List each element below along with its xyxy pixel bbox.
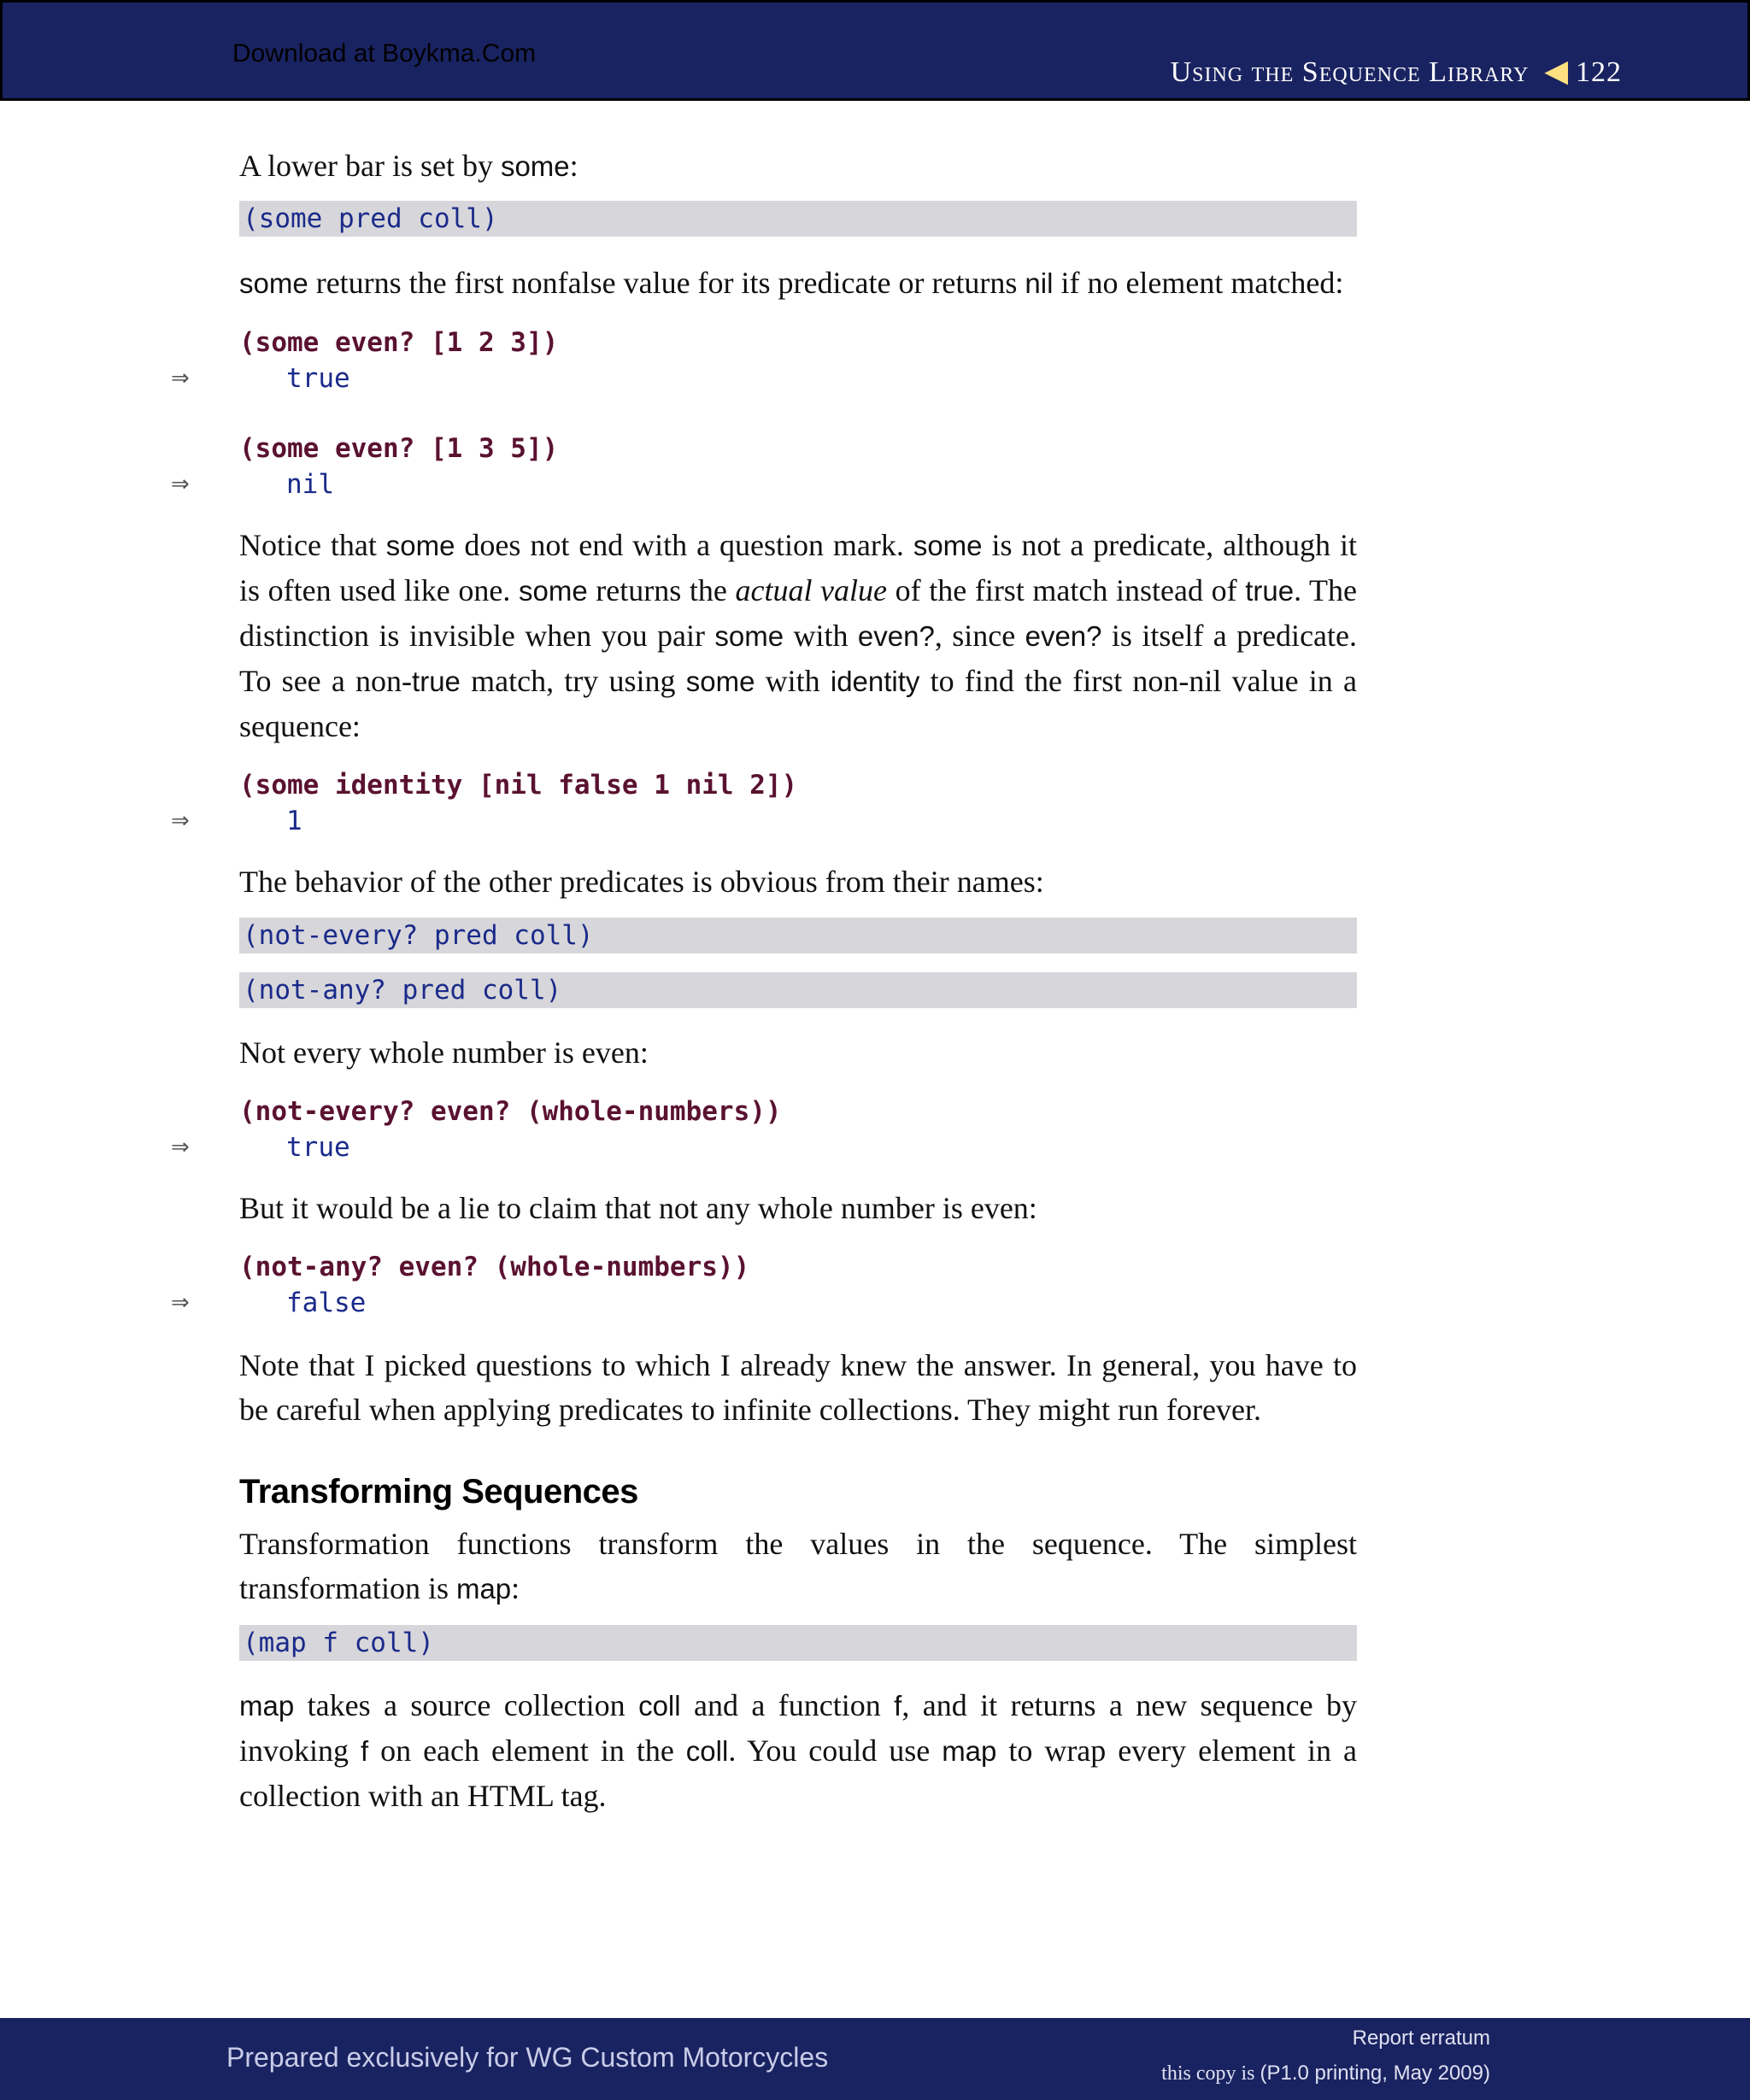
inline-code: some — [500, 150, 570, 182]
example-code-1: (some even? [1 2 3]) — [239, 327, 559, 358]
paragraph-8: Transformation functions transform the values in the sequence. The simplest transformation is map: — [239, 1527, 1357, 1605]
result-arrow-icon: ⇒ — [171, 366, 190, 391]
example-code-4: (not-every? even? (whole-numbers)) — [239, 1096, 782, 1127]
prepared-for-text: Prepared exclusively for WG Custom Motorcycles — [226, 2042, 829, 2073]
signature-some: (some pred coll) — [239, 201, 1357, 237]
example-result-5 — [171, 1285, 1357, 1321]
signature-map: (map f coll) — [239, 1625, 1357, 1661]
page-content — [171, 144, 1358, 1818]
paragraph-2: some returns the first nonfalse value for its predicate or returns nil if no element matched: — [239, 266, 1344, 300]
previous-page-arrow-icon[interactable]: ◀ — [1544, 54, 1569, 88]
page-number: 122 — [1576, 56, 1622, 88]
result-value: true — [286, 363, 350, 394]
example-result-4 — [171, 1129, 1357, 1165]
example-code-3: (some identity [nil false 1 nil 2]) — [239, 770, 798, 801]
paragraph-6: But it would be a lie to claim that not any whole number is even: — [239, 1191, 1037, 1225]
result-value: true — [286, 1132, 350, 1163]
result-value: false — [286, 1288, 367, 1318]
example-code-5: (not-any? even? (whole-numbers)) — [239, 1252, 750, 1282]
example-code-2: (some even? [1 3 5]) — [239, 433, 559, 464]
paragraph-9: map takes a source collection coll and a function f, and it returns a new sequence by invoking f on each element in the coll. You could use map to wrap every element in a collection with an HTML tag. — [239, 1688, 1357, 1813]
result-arrow-icon: ⇒ — [171, 808, 190, 834]
copy-info: this copy is (P1.0 printing, May 2009) — [1161, 2062, 1490, 2085]
result-arrow-icon: ⇒ — [171, 1290, 190, 1316]
example-result-3 — [171, 803, 1357, 839]
result-arrow-icon: ⇒ — [171, 472, 190, 497]
paragraph-4: The behavior of the other predicates is obvious from their names: — [239, 865, 1044, 899]
signature-not-every: (not-every? pred coll) — [239, 918, 1357, 953]
example-result-1 — [171, 361, 1357, 396]
result-value: nil — [286, 469, 334, 500]
paragraph-3: Notice that some does not end with a question mark. some is not a predicate, although it is often used like one. some returns the actual value of the first match instead of true. The distinction is invisible when you pair some with even?, since even? is itself a predicate. To see a non-true match, try using some with identity to find the first non-nil value in a sequence: — [239, 528, 1358, 743]
download-watermark: Download at Boykma.Com — [232, 39, 537, 67]
running-header — [1171, 53, 1622, 89]
paragraph-1: A lower bar is set by some: — [239, 149, 578, 183]
paragraph-5: Not every whole number is even: — [239, 1035, 649, 1070]
result-arrow-icon: ⇒ — [171, 1135, 190, 1160]
chapter-title: Using the Sequence Library — [1170, 56, 1530, 88]
example-result-2 — [171, 466, 1357, 502]
signature-not-any: (not-any? pred coll) — [239, 972, 1357, 1008]
section-heading: Transforming Sequences — [239, 1473, 638, 1510]
report-erratum-link[interactable]: Report erratum — [1352, 2027, 1490, 2050]
result-value: 1 — [286, 806, 302, 836]
paragraph-7: Note that I picked questions to which I already knew the answer. In general, you have to be careful when applying predicates to infinite collections. They might run forever. — [239, 1348, 1357, 1427]
